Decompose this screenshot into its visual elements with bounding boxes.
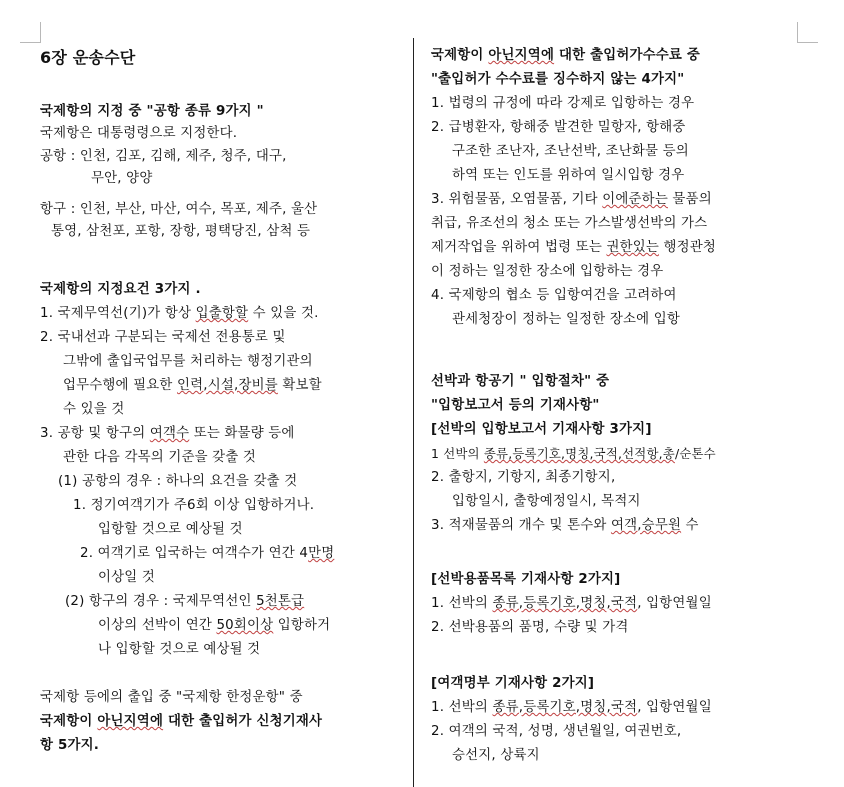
text-line: 관한 다음 각목의 기준을 갖출 것 xyxy=(63,450,257,465)
text-line: 국제항은 대통령령으로 지정한다. xyxy=(40,126,238,141)
text-line: 통영, 삼천포, 포항, 장항, 평택당진, 삼척 등 xyxy=(51,224,311,239)
text-line: 공항 : 인천, 김포, 김해, 제주, 청주, 대구, xyxy=(40,149,287,164)
text-line: 취급, 유조선의 청소 또는 가스발생선박의 가스 xyxy=(431,216,708,231)
subheading-ship-supplies: [선박용품목록 기재사항 2가지] xyxy=(431,572,621,587)
list-item: 1 선박의 종류,등록기호,명칭,국적,선적항,총/순톤수 xyxy=(431,446,716,461)
text-line: 이 정하는 일정한 장소에 입항하는 경우 xyxy=(431,264,664,279)
text-line: 제거작업을 위하여 법령 또는 권한있는 행정관청 xyxy=(431,240,716,255)
list-item: 1. 국제무역선(기)가 항상 입출항할 수 있을 것. xyxy=(40,306,319,321)
list-item: 1. 선박의 종류,등록기호,명칭,국적, 입항연월일 xyxy=(431,700,712,715)
sub-list-item: 2. 여객기로 입국하는 여객수가 연간 4만명 xyxy=(80,546,335,561)
column-divider xyxy=(413,38,414,787)
text-line: 업무수행에 필요한 인력,시설,장비를 확보할 xyxy=(63,378,322,393)
text-line: 이상일 것 xyxy=(98,570,155,585)
list-item: 3. 공항 및 항구의 여객수 또는 화물량 등에 xyxy=(40,426,295,441)
list-item: 2. 여객의 국적, 성명, 생년월일, 여권번호, xyxy=(431,724,682,739)
sub-list-item: (1) 공항의 경우 : 하나의 요건을 갖출 것 xyxy=(58,474,298,489)
text-line: 항 5가지. xyxy=(40,738,100,753)
text-line: 하역 또는 인도를 위하여 일시입항 경우 xyxy=(452,168,685,183)
text-line: 승선지, 상륙지 xyxy=(452,748,540,763)
list-item: 2. 국내선과 구분되는 국제선 전용통로 및 xyxy=(40,330,286,345)
text-line: 구조한 조난자, 조난선박, 조난화물 등의 xyxy=(452,144,689,159)
list-item: 3. 위험물품, 오염물품, 기타 이에준하는 물품의 xyxy=(431,192,712,207)
text-line: 관세청장이 정하는 일정한 장소에 입항 xyxy=(452,312,680,327)
sub-list-item: (2) 항구의 경우 : 국제무역선인 5천톤급 xyxy=(65,594,305,609)
list-item: 4. 국제항의 협소 등 입항여건을 고려하여 xyxy=(431,288,677,303)
list-item: 2. 출항지, 기항지, 최종기항지, xyxy=(431,470,616,485)
text-line: 수 있을 것 xyxy=(63,402,125,417)
section-heading-application-items: 국제항이 아닌지역에 대한 출입허가 신청기재사 xyxy=(40,714,323,729)
section-heading-fee: 국제항이 아닌지역에 대한 출입허가수수료 중 xyxy=(431,48,701,63)
list-item: 2. 선박용품의 품명, 수량 및 가격 xyxy=(431,620,629,635)
section-heading-airport-types: 국제항의 지정 중 "공항 종류 9가지 " xyxy=(40,104,264,119)
text-line: 그밖에 출입국업무를 처리하는 행정기관의 xyxy=(63,354,313,369)
section-heading-entry-procedure: 선박과 항공기 " 입항절차" 중 xyxy=(431,374,610,389)
text-line: 항구 : 인천, 부산, 마산, 여수, 목포, 제주, 울산 xyxy=(40,202,318,217)
list-item: 1. 법령의 규정에 따라 강제로 입항하는 경우 xyxy=(431,96,695,111)
text-line: 입항일시, 출항예정일시, 목적지 xyxy=(452,494,641,509)
text-line: 무안, 양양 xyxy=(91,171,153,186)
chapter-title: 6장 운송수단 xyxy=(40,48,136,67)
page-corner-mark-top-right xyxy=(797,22,818,43)
subheading-passenger-list: [여객명부 기재사항 2가지] xyxy=(431,676,595,691)
list-item: 1. 선박의 종류,등록기호,명칭,국적, 입항연월일 xyxy=(431,596,712,611)
section-heading-requirements: 국제항의 지정요건 3가지 . xyxy=(40,282,201,297)
text-line: 국제항 등에의 출입 중 "국제항 한정운항" 중 xyxy=(40,690,303,705)
section-heading-fee-exempt: "출입허가 수수료를 징수하지 않는 4가지" xyxy=(431,72,685,87)
text-line: 이상의 선박이 연간 50회이상 입항하거 xyxy=(98,618,331,633)
page-corner-mark-top-left xyxy=(20,22,41,43)
subheading-ship-entry-report: [선박의 입항보고서 기재사항 3가지] xyxy=(431,422,652,437)
section-heading-report-items: "입항보고서 등의 기재사항" xyxy=(431,398,600,413)
sub-list-item: 1. 정기여객기가 주6회 이상 입항하거나. xyxy=(73,498,315,513)
text-line: 입항할 것으로 예상될 것 xyxy=(98,522,243,537)
list-item: 3. 적재물품의 개수 및 톤수와 여객,승무원 수 xyxy=(431,518,699,533)
list-item: 2. 급병환자, 항해중 발견한 밀항자, 항해중 xyxy=(431,120,686,135)
text-line: 나 입항할 것으로 예상될 것 xyxy=(98,642,261,657)
